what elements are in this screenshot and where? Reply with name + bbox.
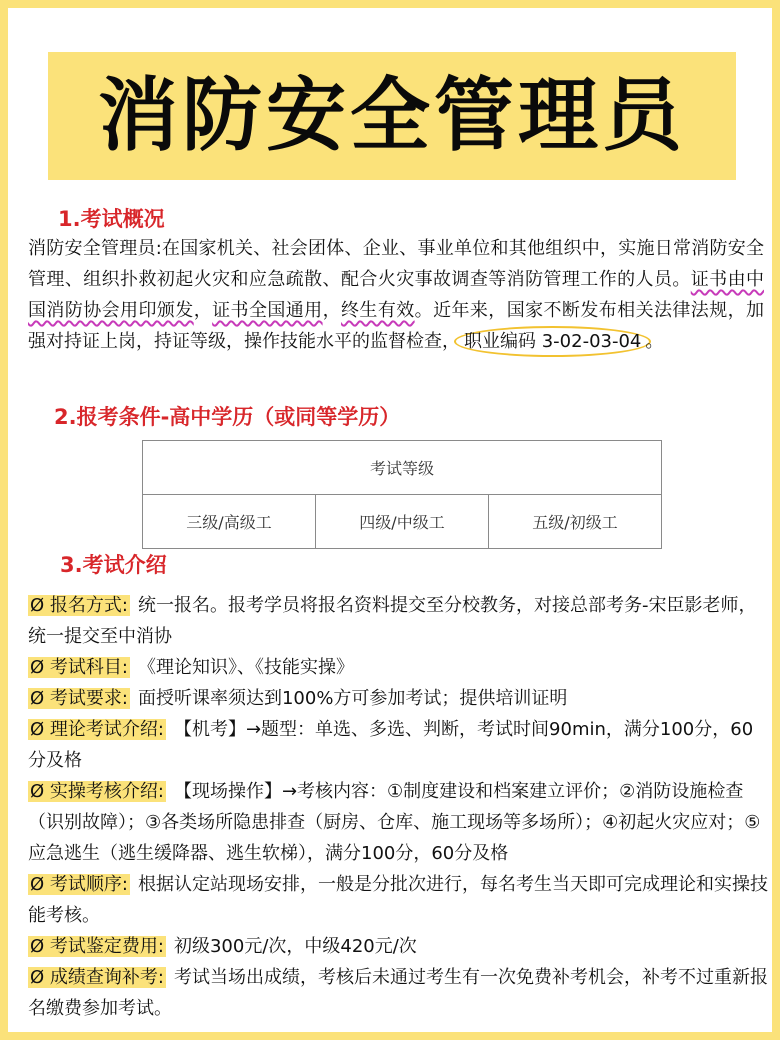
overview-sep-1: ， — [193, 300, 213, 321]
item-label: Ø 考试科目: — [30, 657, 128, 678]
item-label: Ø 报名方式: — [30, 595, 128, 616]
list-item — [28, 776, 768, 869]
item-text: 【现场操作】→考核内容：①制度建设和档案建立评价；②消防设施检查（识别故障）；③各类场所隐患排查（厨房、仓库、施工现场等多场所）；④初起火灾应对；⑤应急逃生（逃生缓降器、逃生软梯），满分100分，60分及格 — [28, 781, 761, 864]
list-item — [28, 683, 768, 714]
item-label: Ø 理论考试介绍: — [30, 719, 164, 740]
item-text: 根据认定站现场安排，一般是分批次进行，每名考生当天即可完成理论和实操技能考核。 — [28, 874, 768, 926]
exam-level-table — [142, 440, 662, 549]
section-heading-exam-intro: 3.考试介绍 — [60, 553, 167, 577]
table-cell-level-4: 四级/中级工 — [316, 495, 489, 549]
occupation-code-circled: 职业编码 3-02-03-04 — [454, 326, 651, 357]
item-text: 统一报名。报考学员将报名资料提交至分校教务，对接总部考务-宋臣影老师，统一提交至中消协 — [28, 595, 757, 647]
list-item — [28, 714, 768, 776]
item-text: 考试当场出成绩，考核后未通过考生有一次免费补考机会，补考不过重新报名缴费参加考试。 — [28, 967, 768, 1019]
overview-text-c: 。 — [645, 331, 664, 352]
table-row — [143, 495, 662, 549]
table-header-row — [143, 441, 662, 495]
item-label: Ø 实操考核介绍: — [30, 781, 164, 802]
item-label: Ø 考试鉴定费用: — [30, 936, 164, 957]
item-text: 面授听课率须达到100%方可参加考试；提供培训证明 — [137, 688, 568, 709]
overview-text-a: 消防安全管理员:在国家机关、社会团体、企业、事业单位和其他组织中，实施日常消防安全管理、组织扑救初起火灾和应急疏散、配合火灾事故调查等消防管理工作的人员。 — [28, 238, 764, 290]
item-text: 初级300元/次，中级420元/次 — [173, 936, 417, 957]
item-label: Ø 考试要求: — [30, 688, 128, 709]
overview-sep-2: ， — [322, 300, 342, 321]
table-cell-level-5: 五级/初级工 — [489, 495, 662, 549]
certificate-issuer-highlight: 证书由中国消防协会用印颁发 — [28, 269, 764, 321]
exam-intro-list — [28, 590, 768, 1024]
list-item — [28, 962, 768, 1024]
list-item — [28, 869, 768, 931]
item-text: 《理论知识》、《技能实操》 — [137, 657, 354, 678]
item-label: Ø 考试顺序: — [30, 874, 128, 895]
page-title: 消防安全管理员 — [98, 69, 686, 162]
section-heading-overview: 1.考试概况 — [58, 207, 165, 231]
certificate-national-highlight: 证书全国通用 — [212, 300, 323, 321]
title-banner — [48, 52, 736, 180]
certificate-lifetime-highlight: 终生有效 — [341, 300, 415, 321]
item-label: Ø 成绩查询补考: — [30, 967, 164, 988]
list-item — [28, 931, 768, 962]
section-heading-requirements: 2.报考条件-高中学历（或同等学历） — [54, 405, 401, 429]
table-header-cell: 考试等级 — [143, 441, 662, 495]
overview-paragraph — [28, 233, 764, 357]
table-cell-level-3: 三级/高级工 — [143, 495, 316, 549]
overview-text-b: 。近年来，国家不断发布相关法律法规，加强对持证上岗，持证等级，操作技能水平的监督检查， — [28, 300, 765, 352]
list-item — [28, 652, 768, 683]
list-item — [28, 590, 768, 652]
item-text: 【机考】→题型：单选、多选、判断，考试时间90min，满分100分，60分及格 — [28, 719, 754, 771]
